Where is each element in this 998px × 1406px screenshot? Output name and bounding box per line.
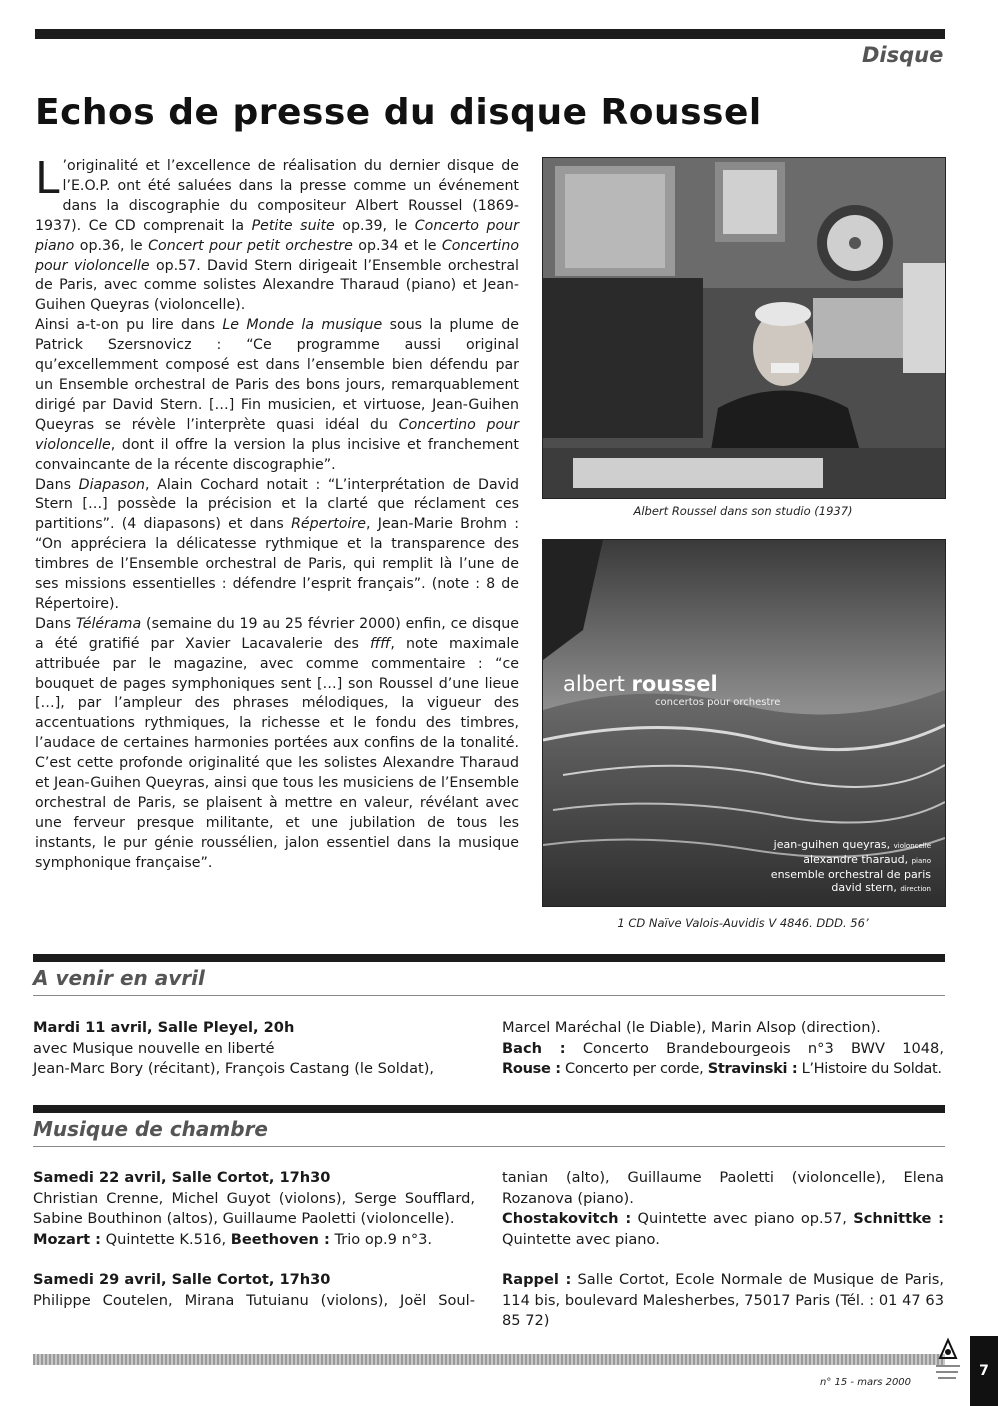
date: Samedi 22 avril, Salle Cortot, 17h30 [33, 1169, 331, 1186]
drop-cap: L [35, 153, 60, 204]
text: (semaine du 19 au 25 février 2000) enfin, ce disque a été gratifié par Xavier Lacavalerie des [35, 615, 519, 652]
text: op.57. David Stern dirigeait l’Ensemble orchestral de Paris, avec comme solistes Alexandre Tharaud (piano) et Jean-Guihen Queyras (violoncelle). [35, 257, 520, 314]
text: sous la plume de Patrick Szersnovicz : “Ce programme aussi original qu’excellemment composé est dans l’ensemble bien défendu par un Ensemble orchestral de Paris des bons jours, remarquablement dirigé par David Stern. […] Fin musicien, et virtuose, Jean-Guihen Queyras se révèle l’interprète quasi idéal du [35, 317, 519, 433]
avril-col-right [502, 1018, 944, 1080]
rappel [502, 1270, 944, 1332]
rating: ffff [369, 635, 391, 652]
credit-name: jean-guihen queyras [773, 838, 887, 851]
credit-role: violoncelle [893, 842, 931, 850]
avril-underline [33, 995, 945, 996]
event-text: Christian Crenne, Michel Guyot (violons), Serge Soufflard, Sabine Bouthinon (altos), Guillaume Paoletti (violoncelle). [33, 1189, 475, 1227]
cd-title [563, 672, 718, 696]
eop-logo-icon [932, 1336, 964, 1388]
composer: Stravinski : [707, 1060, 798, 1077]
work-title: Concertino pour violoncelle [35, 416, 520, 453]
credit-name: david stern [831, 881, 894, 894]
event-text: avec Musique nouvelle en liberté [33, 1039, 275, 1057]
issue-info: n° 15 - mars 2000 [820, 1377, 912, 1388]
work: L’Histoire du Soldat. [797, 1060, 942, 1077]
credit-line: alexandre tharaud, piano [803, 853, 931, 866]
text: , Alain Cochard notait : “L’interprétation de David Stern […] possède la précision et la clarté que réclament ces partitions”. (4 diapasons) et dans [35, 476, 520, 533]
paragraph-1 [35, 153, 520, 316]
chambre-col-right [502, 1168, 944, 1332]
work-title: Concertino pour violoncelle [35, 237, 520, 274]
work: Trio op.9 n°3. [329, 1230, 433, 1248]
event-text: Philippe Coutelen, Mirana Tutuianu (violons), Joël Soul- [33, 1291, 475, 1309]
text: , dont il offre la version la plus incisive et franchement convaincante de la récente discographie”. [35, 436, 519, 473]
work: Concerto Brandebourgeois n°3 BWV 1048, [565, 1039, 944, 1057]
top-rule [35, 29, 945, 39]
footer-bar [33, 1354, 945, 1365]
rappel-label: Rappel : [502, 1271, 572, 1288]
text: op.34 et le [352, 237, 442, 254]
composer: Rouse : [502, 1060, 561, 1077]
text: , Jean-Marie Brohm : “On appréciera la délicatesse rythmique et la transparence des timbres de l’Ensemble orchestral de Paris, qui remplit là l’une de ses missions essentielles : défendre l’esprit français”. (note : 8 de Répertoire). [35, 516, 519, 612]
work-title: Petite suite [251, 217, 335, 234]
rappel-address: Salle Cortot, Ecole Normale de Musique de Paris, 114 bis, boulevard Malesherbes, 75017 Paris (Tél. : 01 47 63 85 72) [502, 1271, 945, 1329]
publication-title: Télérama [75, 615, 142, 632]
cd-cover [542, 539, 946, 907]
credit-line: david stern, direction [831, 881, 931, 894]
photo-caption: Albert Roussel dans son studio (1937) [633, 504, 853, 518]
event-date [33, 1270, 475, 1291]
work-title: Concert pour petit orchestre [148, 237, 353, 254]
program-line [502, 1059, 944, 1080]
credit-name: ensemble orchestral de paris [770, 868, 931, 881]
credit-line [771, 868, 931, 881]
composer: Bach : [502, 1039, 566, 1057]
photo-illustration [543, 158, 945, 498]
date: Samedi 29 avril, Salle Cortot, 17h30 [33, 1271, 331, 1288]
program-line [502, 1039, 944, 1060]
chambre-rule [33, 1105, 945, 1113]
avril-col-left [33, 1018, 475, 1080]
work: Quintette K.516, [100, 1230, 231, 1248]
page-number: 7 [970, 1336, 998, 1406]
cd-title-first: albert [563, 672, 632, 696]
event-text: Jean-Marc Bory (récitant), François Castang (le Soldat), [33, 1060, 435, 1077]
event-text: tanian (alto), Guillaume Paoletti (violoncelle), Elena Rozanova (piano). [502, 1169, 944, 1207]
article-body [35, 153, 520, 874]
credit-role: piano [911, 857, 931, 865]
text: Dans [35, 615, 76, 632]
cd-credits [771, 838, 931, 896]
composer: Chostakovitch : [502, 1210, 632, 1227]
avril-heading: A venir en avril [33, 966, 205, 990]
work: Concerto per corde, [560, 1060, 708, 1077]
section-label-disque: Disque [862, 43, 944, 67]
avril-rule [33, 954, 945, 962]
text: op.39, le [334, 217, 415, 234]
spacer [33, 1250, 475, 1270]
paragraph-3 [35, 476, 519, 615]
paragraph-4 [35, 615, 519, 874]
paragraph-2 [35, 316, 519, 475]
text: op.36, le [74, 237, 149, 254]
cd-caption: 1 CD Naïve Valois-Auvidis V 4846. DDD. 56’ [617, 916, 869, 930]
publication-title: Répertoire [291, 516, 366, 533]
spacer [502, 1250, 944, 1270]
chambre-underline [33, 1146, 945, 1147]
text: Dans [35, 476, 79, 493]
text: Ainsi a-t-on pu lire dans [35, 317, 223, 334]
publication-title: Diapason [78, 476, 145, 493]
program-line [502, 1209, 944, 1250]
composer: Mozart : [33, 1230, 101, 1248]
cd-title-last: roussel [631, 672, 718, 696]
event-text: Marcel Maréchal (le Diable), Marin Alsop (direction). [502, 1019, 881, 1036]
work: Quintette avec piano op.57, [631, 1210, 854, 1227]
credit-name: alexandre tharaud [803, 853, 905, 866]
credit-line: jean-guihen queyras, violoncelle [773, 838, 931, 851]
publication-title: Le Monde la musique [222, 317, 383, 334]
text: , note maximale attribuée par le magazine, avec comme commentaire : “ce bouquet de pages symphoniques sent […] son Roussel d’une lieue […], par l’ampleur des phrases mélodiques, la vigueur des accentuations rythmiques, la richesse et le fondu des timbres, l’audace de certaines harmonies portées aux confins de la tonalité. C’est cette profonde originalité que les solistes Alexandre Tharaud et Jean-Guihen Queyras, ainsi que tous les musiciens de l’Ensemble orchestral de Paris, se plaisent à mettre en valeur, révélant avec une ferveur presque militante, et une jubilation de tous les instants, le pur génie roussélien, jalon essentiel dans la musique symphonique française”. [35, 635, 519, 871]
composer: Beethoven : [230, 1230, 330, 1248]
roussel-studio-photo [542, 157, 946, 499]
composer: Schnittke : [853, 1210, 944, 1227]
work-title: Concerto pour piano [35, 217, 519, 254]
date: Mardi 11 avril, Salle Pleyel, 20h [33, 1019, 295, 1036]
text: ’originalité et l’excellence de réalisation du dernier disque de l’E.O.P. ont été saluées dans la presse comme un événement dans la discographie du compositeur Albert Roussel (1869-1937). Ce CD comprenait la [35, 158, 519, 234]
chambre-col-left [33, 1168, 475, 1311]
article-title: Echos de presse du disque Roussel [35, 92, 762, 133]
chambre-heading: Musique de chambre [33, 1117, 268, 1141]
event-date [33, 1168, 475, 1189]
work: Quintette avec piano. [502, 1230, 660, 1248]
cd-subtitle: concertos pour orchestre [655, 697, 781, 708]
program-line [33, 1230, 475, 1251]
credit-role: direction [900, 885, 931, 893]
event-date [33, 1018, 475, 1039]
